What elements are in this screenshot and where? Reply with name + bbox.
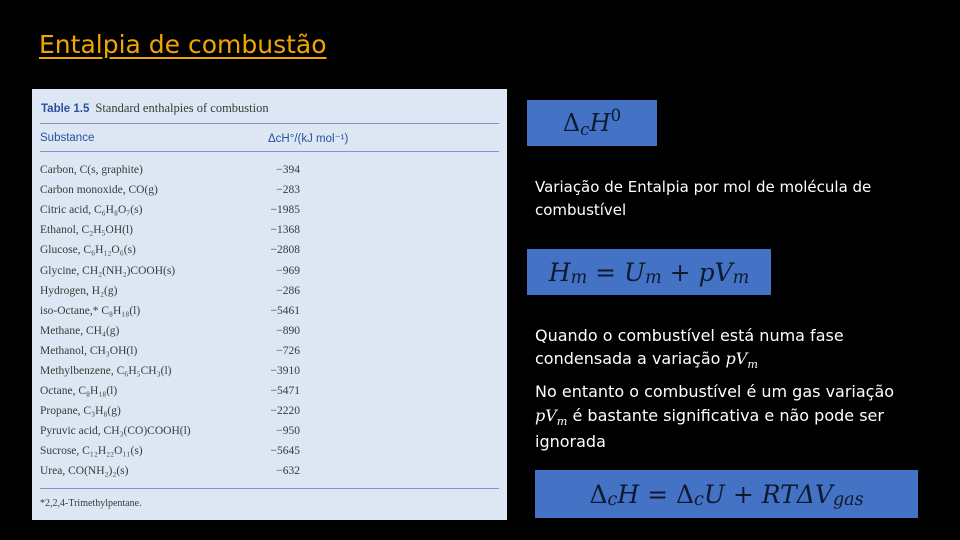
table-header	[40, 124, 499, 151]
substance-cell: Sucrose, C₁₂H₂₂O₁₁(s)	[40, 445, 143, 458]
eq-equals: =	[587, 257, 625, 287]
gas-text-2: é bastante significativa e não pode ser ignorada	[535, 406, 884, 451]
value-cell: −890	[276, 324, 300, 337]
substance-cell: Methane, CH₄(g)	[40, 324, 120, 337]
table-body	[40, 152, 499, 482]
value-cell: −5471	[270, 385, 300, 398]
substance-cell: Hydrogen, H₂(g)	[40, 284, 118, 297]
table-row	[40, 441, 499, 461]
table-row	[40, 260, 499, 280]
substance-cell: Glycine, CH₂(NH₂)COOH(s)	[40, 264, 176, 277]
table-caption	[41, 101, 499, 123]
table-row	[40, 361, 499, 381]
eq2-h: H	[617, 479, 640, 509]
value-cell: −283	[276, 184, 300, 197]
substance-cell: iso-Octane,* C₈H₁₈(l)	[40, 304, 141, 317]
eq2-sub-c-1: c	[607, 490, 618, 511]
eq2-plus: +	[724, 479, 762, 509]
column-header-substance: Substance	[40, 131, 95, 144]
value-cell: −2220	[270, 405, 300, 418]
column-header-value: ΔcH°/(kJ mol⁻¹)	[268, 132, 349, 145]
eq-sup-0: 0	[610, 105, 622, 126]
eq-um-sub: m	[645, 268, 662, 289]
value-cell: −286	[276, 284, 300, 297]
table-row	[40, 321, 499, 341]
substance-cell: Methylbenzene, C₆H₅CH₃(l)	[40, 364, 172, 377]
eq2-delta-2: Δ	[675, 479, 695, 509]
substance-cell: Pyruvic acid, CH₃(CO)COOH(l)	[40, 425, 191, 438]
eq-pvm-sub: m	[732, 268, 750, 289]
table-row	[40, 461, 499, 481]
eq-hm-sub: m	[570, 268, 588, 289]
substance-cell: Propane, C₃H₈(g)	[40, 405, 121, 418]
table-row	[40, 281, 499, 301]
value-cell: −5645	[270, 445, 300, 458]
description-text: Variação de Entalpia por mol de molécula de combustível	[535, 178, 872, 219]
table-row	[40, 301, 499, 321]
value-cell: −1985	[270, 204, 300, 217]
slide-title: Entalpia de combustão	[39, 30, 327, 59]
combustion-table	[32, 89, 507, 520]
eq-hm: H	[548, 257, 571, 287]
eq-pvm: pV	[698, 257, 733, 287]
value-cell: −632	[276, 465, 300, 478]
table-row	[40, 381, 499, 401]
value-cell: −2808	[270, 244, 300, 257]
value-cell: −969	[276, 264, 300, 277]
table-number: Table 1.5	[41, 103, 90, 115]
eq2-equals: =	[639, 479, 676, 509]
table-row	[40, 401, 499, 421]
condensed-text: Quando o combustível está numa fase condensada a variação	[535, 326, 844, 368]
substance-cell: Urea, CO(NH₂)₂(s)	[40, 465, 129, 478]
eq-plus: +	[661, 257, 699, 287]
table-row	[40, 421, 499, 441]
gas-text-1: No entanto o combustível é um gas variação	[535, 382, 895, 401]
gas-phase-text	[535, 380, 935, 454]
combustion-enthalpy-equation	[535, 470, 918, 518]
substance-cell: Ethanol, C₂H₅OH(l)	[40, 224, 133, 237]
eq2-delta-1: Δ	[589, 479, 608, 509]
eq-sub-c: c	[580, 118, 590, 139]
value-cell: −950	[276, 425, 300, 438]
table-row	[40, 341, 499, 361]
table-row	[40, 160, 499, 180]
condensed-phase-text	[535, 324, 935, 372]
table-row	[40, 180, 499, 200]
eq-h: H	[589, 109, 611, 137]
value-cell: −1368	[270, 224, 300, 237]
substance-cell: Carbon monoxide, CO(g)	[40, 184, 158, 197]
table-caption-text: Standard enthalpies of combustion	[95, 101, 269, 115]
substance-cell: Glucose, C₆H₁₂O₆(s)	[40, 244, 136, 257]
table-row	[40, 240, 499, 260]
pvm-inline-1: $pV_m$	[725, 349, 758, 371]
pvm-inline-2: $pV_m$	[535, 406, 568, 428]
eq-um: U	[624, 257, 646, 287]
substance-cell: Octane, C₈H₁₈(l)	[40, 385, 118, 398]
value-cell: −726	[276, 344, 300, 357]
value-cell: −5461	[270, 304, 300, 317]
eq2-rt-delta-v: RTΔV	[761, 479, 833, 509]
eq-delta: Δ	[562, 109, 581, 137]
substance-cell: Carbon, C(s, graphite)	[40, 164, 143, 177]
substance-cell: Methanol, CH₃OH(l)	[40, 344, 138, 357]
table-row	[40, 220, 499, 240]
eq2-u: U	[703, 479, 725, 509]
eq2-sub-c-2: c	[694, 490, 704, 511]
enthalpy-definition-equation	[527, 249, 771, 295]
table-footnote: *2,2,4-Trimethylpentane.	[40, 497, 142, 509]
delta-c-h0-equation	[527, 100, 657, 146]
value-cell: −3910	[270, 364, 300, 377]
value-cell: −394	[276, 164, 300, 177]
eq2-sub-gas: gas	[832, 490, 864, 511]
table-row	[40, 200, 499, 220]
substance-cell: Citric acid, C₆H₈O₇(s)	[40, 204, 143, 217]
